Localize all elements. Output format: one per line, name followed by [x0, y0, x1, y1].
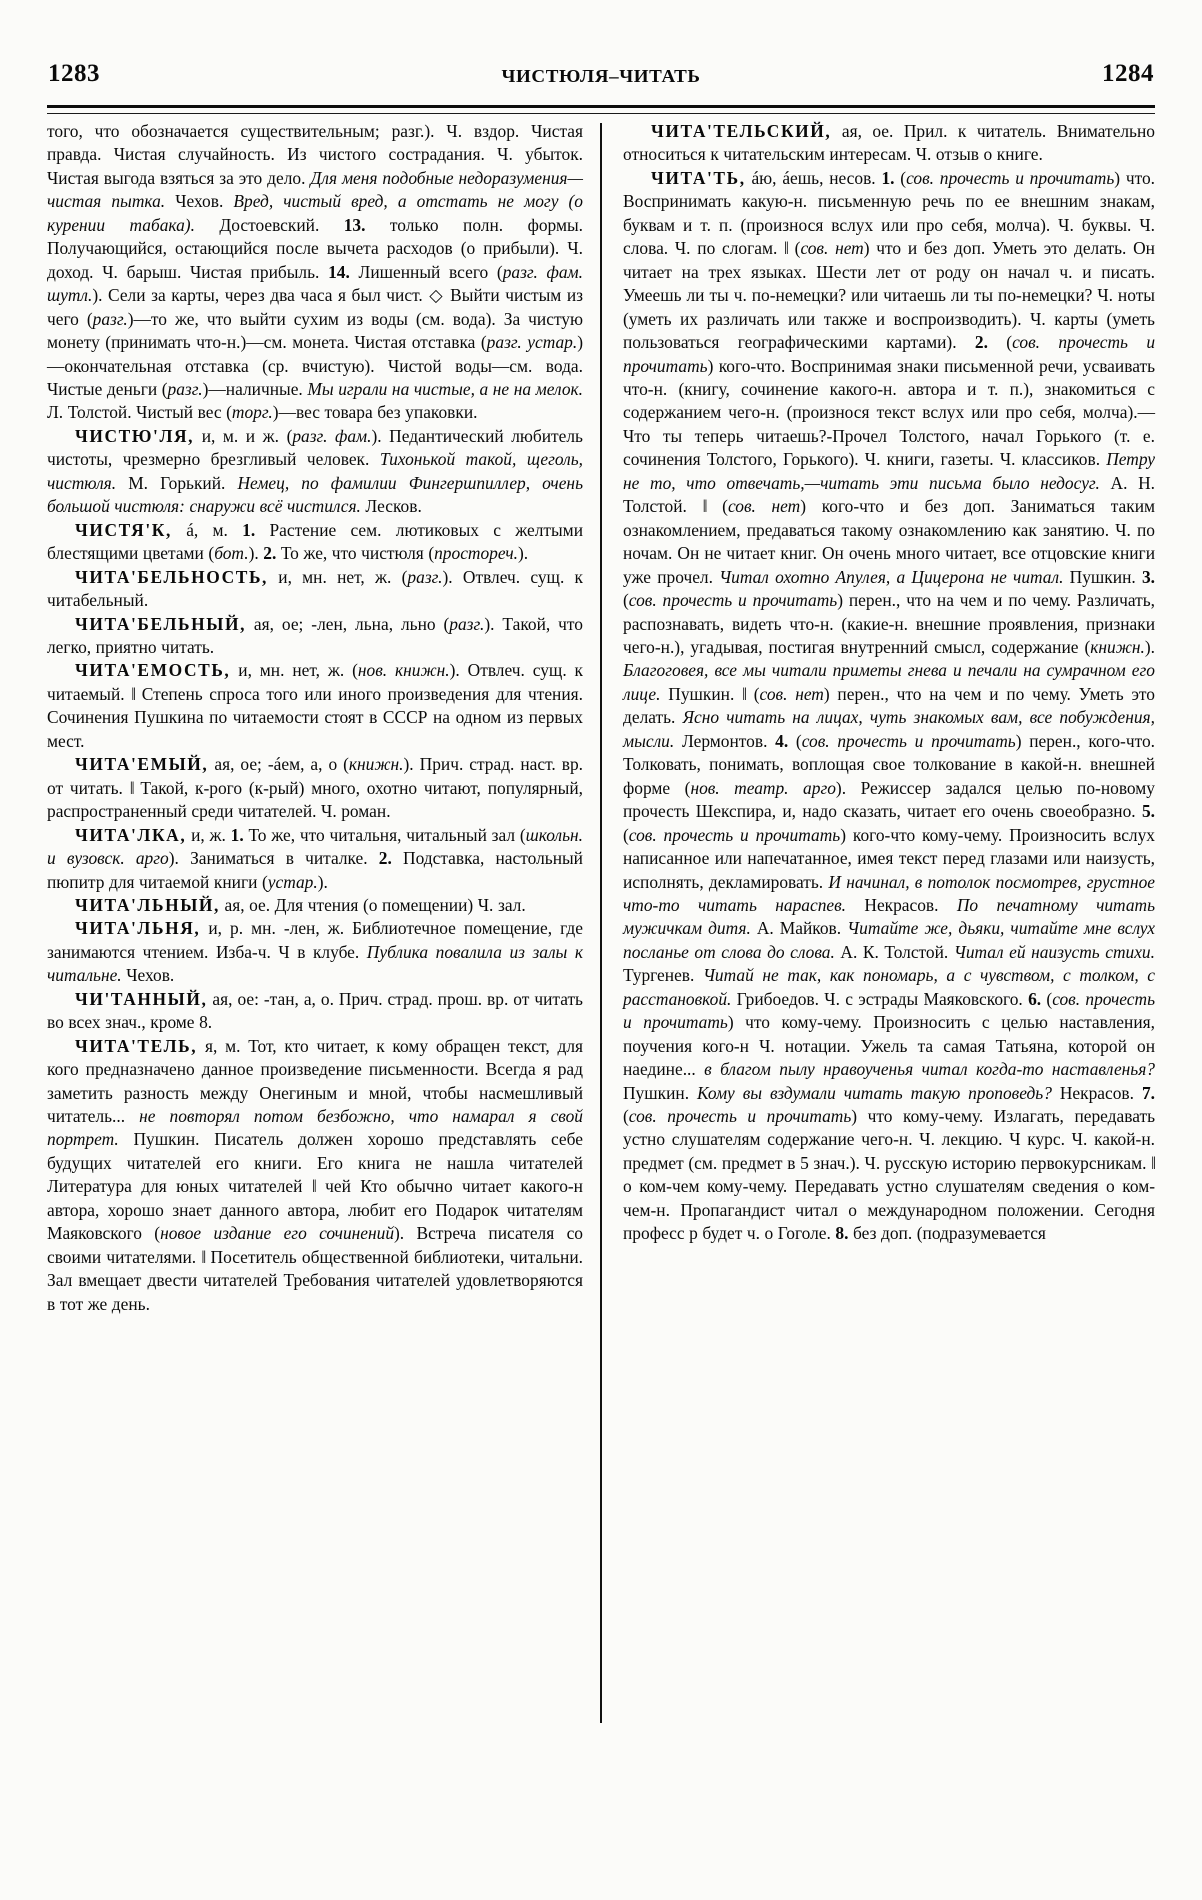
entry-headword: ЧИСТЮ'ЛЯ,	[75, 425, 195, 446]
running-head	[48, 52, 1154, 86]
dictionary-entry	[47, 519, 583, 566]
entry-headword: ЧИТА'ЛЬНЫЙ,	[75, 894, 220, 915]
entry-list-right	[623, 120, 1155, 1246]
entry-body: и, мн. нет, ж. (разг.). Отвлеч. сущ. к читабельный.	[47, 566, 583, 611]
dictionary-entry	[47, 917, 583, 987]
entry-body: ая, ое; -лен, льна, льно (разг.). Такой, что легко, приятно читать.	[47, 613, 583, 657]
folio-left: 1283	[48, 60, 100, 87]
entry-headword: ЧИТА'ЛКА,	[75, 824, 187, 845]
dictionary-entry	[47, 1035, 583, 1316]
dictionary-entry	[623, 167, 1155, 1246]
dictionary-entry	[47, 425, 583, 519]
folio-right: 1284	[1101, 60, 1154, 87]
dictionary-entry	[623, 120, 1155, 167]
entry-body: и, мн. нет, ж. (нов. книжн.). Отвлеч. сущ. к читаемый. ‖ Степень спроса того или иного произведения для чтения. Сочинения Пушкина по читаемости стоят в СССР на одном из первых мест.	[47, 660, 583, 751]
dictionary-entry	[47, 894, 583, 917]
entry-headword: ЧИТА'ЕМОСТЬ,	[75, 660, 231, 681]
dictionary-entry	[47, 659, 583, 753]
entry-body: и, р. мн. -лен, ж. Библиотечное помещение, где занимаются чтением. Изба-ч. Ч в клубе. Публика повалила из залы к читальне. Чехов.	[47, 918, 584, 986]
dictionary-entry	[47, 613, 583, 660]
running-title: ЧИСТЮЛЯ–ЧИТАТЬ	[501, 66, 701, 87]
column-right	[602, 120, 1155, 1840]
entry-body: и, м. и ж. (разг. фам.). Педантический любитель чистоты, чрезмерно брезгливый человек. Тихонькой такой, щеголь, чистюля. М. Горький. Немец, по фамилии Фингершпиллер, очень большой чистюля: снаружи всё чистился. Лесков.	[47, 425, 583, 517]
dictionary-entry	[47, 824, 583, 894]
entry-headword: ЧИТА'ЛЬНЯ,	[75, 918, 201, 939]
entry-headword: ЧИТА'БЕЛЬНЫЙ,	[75, 613, 247, 634]
entry-body: á, м. 1. Растение сем. лютиковых с желтыми блестящими цветами (бот.). 2. То же, что чистюля (простореч.).	[47, 519, 583, 564]
header-rule	[47, 105, 1155, 114]
entry-body: я, м. Тот, кто читает, к кому обращен текст, для кого предназначено данное произведение письменности. Всегда я рад заметить разность между Онегиным и мной, чтобы насмешливый читатель... не повторял потом безбожно, что намарал я свой портрет. Пушкин. Писатель должен хорошо представлять себе будущих читателей его книги. Его книга не нашла читателей Литература для юных читателей ‖ чей Кто обычно читает какого-н автора, хорошо знает данного автора, любит его Подарок читателям Маяковского (новое издание его сочинений). Встреча писателя со своими читателями. ‖ Посетитель общественной библиотеки, читальни. Зал вмещает двести читателей Требования читателей удовлетворяются в тот же день.	[47, 1035, 583, 1314]
entry-headword: ЧИТА'БЕЛЬНОСТЬ,	[75, 566, 269, 587]
entry-headword: ЧИТА'ТЕЛЬСКИЙ,	[651, 121, 832, 141]
entry-body: ая, ое. Прил. к читатель. Внимательно относиться к читательским интересам. Ч. отзыв о книге.	[623, 121, 1155, 165]
entry-body: ая, ое. Для чтения (о помещении) Ч. зал.	[219, 894, 526, 915]
entry-body: ая, ое: -тан, а, о. Прич. страд. прош. вр. от читать во всех знач., кроме 8.	[47, 988, 583, 1033]
entry-headword: ЧИТА'ТЬ,	[651, 167, 746, 188]
entry-headword: ЧИТА'ТЕЛЬ,	[75, 1035, 198, 1056]
dictionary-entry	[47, 566, 583, 613]
continuation-paragraph: того, что обозначается существительным; разг.). Ч. вздор. Чистая правда. Чистая случайность. Из чистого сострадания. Ч. убыток. Чистая выгода взяться за это дело. Для меня подобные недоразумения—чистая пытка. Чехов. Вред, чистый вред, а отстать не могу (о курении табака). Достоевский. 13. только полн. формы. Получающийся, остающийся после вычета расходов (о прибыли). Ч. доход. Ч. барыш. Чистая прибыль. 14. Лишенный всего (разг. фам. шутл.). Сели за карты, через два часа я был чист. ◇ Выйти чистым из чего (разг.)—то же, что выйти сухим из воды (см. вода). За чистую монету (принимать что-н.)—см. монета. Чистая отставка (разг. устар.)—окончательная отставка (ср. вчистую). Чистой воды—см. вода. Чистые деньги (разг.)—наличные. Мы играли на чистые, а не на мелок. Л. Толстой. Чистый вес (торг.)—вес товара без упаковки.	[47, 121, 584, 423]
dictionary-entry	[47, 753, 583, 823]
entry-list-left	[47, 425, 583, 1316]
dictionary-entry	[47, 988, 583, 1035]
column-left	[47, 120, 600, 1840]
entry-body: ая, ое; -áем, а, о (книжн.). Прич. страд. наст. вр. от читать. ‖ Такой, к-рого (к-рый) много, охотно читают, популярный, распространенный среди читателей. Ч. роман.	[47, 754, 583, 822]
entry-headword: ЧИТА'ЕМЫЙ,	[75, 754, 209, 775]
entry-headword: ЧИ'ТАННЫЙ,	[75, 988, 208, 1009]
entry-body: áю, áешь, несов. 1. (сов. прочесть и прочитать) что. Воспринимать какую-н. письменную речь по ее внешним знакам, буквам и т. п. (произнося вслух или про себя, молча). Ч. буквы. Ч. слова. Ч. по слогам. ‖ (сов. нет) что и без доп. Уметь это делать. Он читает на трех языках. Шести лет от роду он начал ч. и писать. Умеешь ли ты ч. по-немецки? или читаешь ли ты по-немецки? Ч. ноты (уметь их различать или также и воспроизводить). Ч. карты (уметь пользоваться географическими картами). 2. (сов. прочесть и прочитать) кого-что. Воспринимая знаки письменной речи, усваивать что-н. (книгу, сочинение какого-н. автора и т. п.), знакомиться с содержанием чего-н. (произнося текст вслух или про себя, молча).—Что ты теперь читаешь?-Прочел Толстого, начал Горького (т. е. сочинения Толстого, Горького). Ч. книги, газеты. Ч. классиков. Петру не то, что отвечать,—читать эти письма было недосуг. А. Н. Толстой. ‖ (сов. нет) кого-что и без доп. Заниматься таким ознакомлением, предаваться такому ознакомлению как занятию. Ч. по ночам. Он не читает книг. Он очень много читает, все отцовские книги уже прочел. Читал охотно Апулея, а Цицерона не читал. Пушкин. 3. (сов. прочесть и прочитать) перен., что на чем и по чему. Различать, распознавать, видеть что-н. (какие-н. внешние проявления, признаки чего-н.), угадывая, постигая внутренний смысл, содержание (книжн.). Благоговея, все мы читали приметы гнева и печали на сумрачном его лице. Пушкин. ‖ (сов. нет) перен., что на чем и по чему. Уметь это делать. Ясно читать на лицах, чуть знакомых вам, все побуждения, мысли. Лермонтов. 4. (сов. прочесть и прочитать) перен., кого-что. Толковать, понимать, воплощая свое толкование в какой-н. внешней форме (нов. театр. арго). Режиссер задался целью по-новому прочесть Шекспира, и, надо сказать, читает его очень своеобразно. 5. (сов. прочесть и прочитать) кого-что кому-чему. Произносить вслух написанное или напечатанное, имея текст перед глазами или наизусть, исполнять, декламировать. И начинал, в потолок посмотрев, грустное что-то читать нараспев. Некрасов. По печатному читать мужичкам дитя. А. Майков. Читайте же, дьяки, читайте мне вслух посланье от слова до слова. А. К. Толстой. Читал ей наизусть стихи. Тургенев. Читай не так, как пономарь, а с чувством, с толком, с расстановкой. Грибоедов. Ч. с эстрады Маяковского. 6. (сов. прочесть и прочитать) что кому-чему. Произносить с целью наставления, поучения кого-н Ч. нотации. Ужель та самая Татьяна, которой он наедине... в благом пылу нравоученья читал когда-то наставленья? Пушкин. Кому вы вздумали читать такую проповедь? Некрасов. 7. (сов. прочесть и прочитать) что кому-чему. Излагать, передавать устно слушателям содержание чего-н. Ч. лекцию. Ч курс. Ч. какой-н. предмет (см. предмет в 5 знач.). Ч. русскую историю первокурсникам. ‖ о ком-чем кому-чему. Передавать устно слушателям сведения о ком-чем-н. Пропагандист читал о международном положении. Сегодня професс р будет ч. о Гоголе. 8. без доп. (подразумевается	[623, 167, 1156, 1244]
page-body	[47, 120, 1155, 1840]
entry-headword: ЧИСТЯ'К,	[75, 519, 172, 540]
entry-body: и, ж. 1. То же, что читальня, читальный зал (школьн. и вузовск. арго). Заниматься в читалке. 2. Подставка, настольный пюпитр для читаемой книги (устар.).	[47, 824, 583, 892]
